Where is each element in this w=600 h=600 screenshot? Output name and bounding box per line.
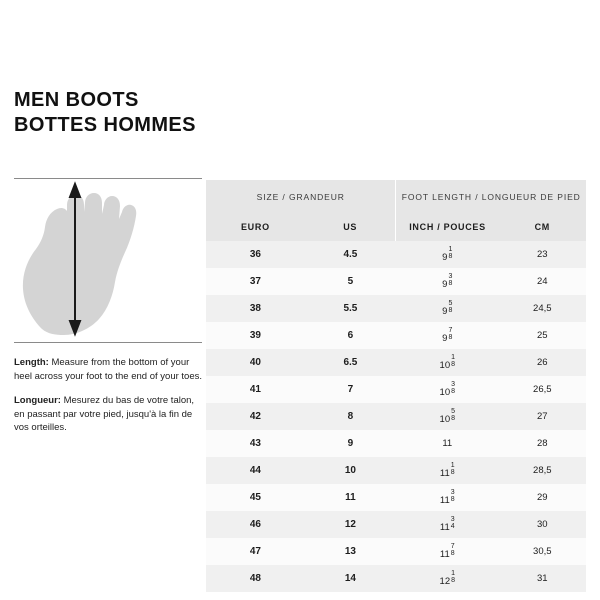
cell-inch: 9 1 8 [396,241,499,268]
cell-cm: 30,5 [499,538,586,565]
table-row [206,268,586,295]
cell-inch: 10 1 8 [396,349,499,376]
measurement-guide [14,178,202,446]
cell-inch: 11 3 8 [396,484,499,511]
cell-euro: 47 [206,538,305,565]
size-table-body [206,241,586,592]
foot-outline-icon [14,179,202,344]
cell-cm: 31 [499,565,586,592]
cell-us: 6 [305,322,396,349]
table-group-header-row [206,180,586,213]
cell-cm: 23 [499,241,586,268]
column-header-inch: INCH / POUCES [396,213,499,241]
group-header-size: SIZE / GRANDEUR [206,180,396,213]
cell-us: 14 [305,565,396,592]
table-row [206,484,586,511]
table-row [206,295,586,322]
cell-euro: 45 [206,484,305,511]
cell-cm: 29 [499,484,586,511]
cell-euro: 37 [206,268,305,295]
cell-cm: 28 [499,430,586,457]
table-row [206,565,586,592]
table-row [206,430,586,457]
cell-cm: 27 [499,403,586,430]
cell-euro: 42 [206,403,305,430]
cell-us: 5.5 [305,295,396,322]
cell-us: 6.5 [305,349,396,376]
cell-inch: 10 5 8 [396,403,499,430]
cell-inch: 11 7 8 [396,538,499,565]
cell-cm: 26 [499,349,586,376]
cell-inch: 12 1 8 [396,565,499,592]
measurement-notes [14,356,202,435]
cell-us: 11 [305,484,396,511]
cell-inch: 11 [396,430,499,457]
cell-cm: 30 [499,511,586,538]
cell-us: 8 [305,403,396,430]
note-fr [14,394,202,435]
note-en [14,356,202,383]
cell-cm: 24,5 [499,295,586,322]
cell-euro: 40 [206,349,305,376]
column-header-us: US [305,213,396,241]
table-row [206,538,586,565]
title-line-fr: BOTTES HOMMES [14,114,196,136]
cell-us: 7 [305,376,396,403]
cell-inch: 9 3 8 [396,268,499,295]
cell-euro: 48 [206,565,305,592]
cell-us: 5 [305,268,396,295]
note-fr-text: Mesurez du bas de votre talon, en passant par votre pied, jusqu'à la fin de vos orteilles. [14,395,195,433]
title-line-en: MEN BOOTS [14,89,139,111]
cell-us: 10 [305,457,396,484]
table-row [206,403,586,430]
cell-inch: 11 1 8 [396,457,499,484]
table-row [206,241,586,268]
size-table [206,180,586,592]
cell-euro: 39 [206,322,305,349]
page-title [14,88,196,138]
note-en-text: Measure from the bottom of your heel across your foot to the end of your toes. [14,357,203,382]
cell-cm: 26,5 [499,376,586,403]
table-row [206,376,586,403]
cell-us: 13 [305,538,396,565]
group-header-foot-length: FOOT LENGTH / LONGUEUR DE PIED [396,180,586,213]
column-header-cm: CM [499,213,586,241]
table-row [206,349,586,376]
cell-cm: 24 [499,268,586,295]
cell-inch: 9 7 8 [396,322,499,349]
table-row [206,322,586,349]
cell-inch: 10 3 8 [396,376,499,403]
column-header-euro: EURO [206,213,305,241]
cell-cm: 25 [499,322,586,349]
size-table-wrapper [206,180,586,592]
note-fr-label: Longueur: [14,395,61,406]
foot-illustration [14,178,202,343]
cell-us: 9 [305,430,396,457]
cell-euro: 43 [206,430,305,457]
cell-euro: 38 [206,295,305,322]
cell-inch: 11 3 4 [396,511,499,538]
cell-us: 12 [305,511,396,538]
cell-euro: 44 [206,457,305,484]
table-header-row [206,213,586,241]
cell-cm: 28,5 [499,457,586,484]
table-row [206,511,586,538]
cell-inch: 9 5 8 [396,295,499,322]
note-en-label: Length: [14,357,49,368]
cell-us: 4.5 [305,241,396,268]
table-row [206,457,586,484]
cell-euro: 41 [206,376,305,403]
cell-euro: 36 [206,241,305,268]
cell-euro: 46 [206,511,305,538]
